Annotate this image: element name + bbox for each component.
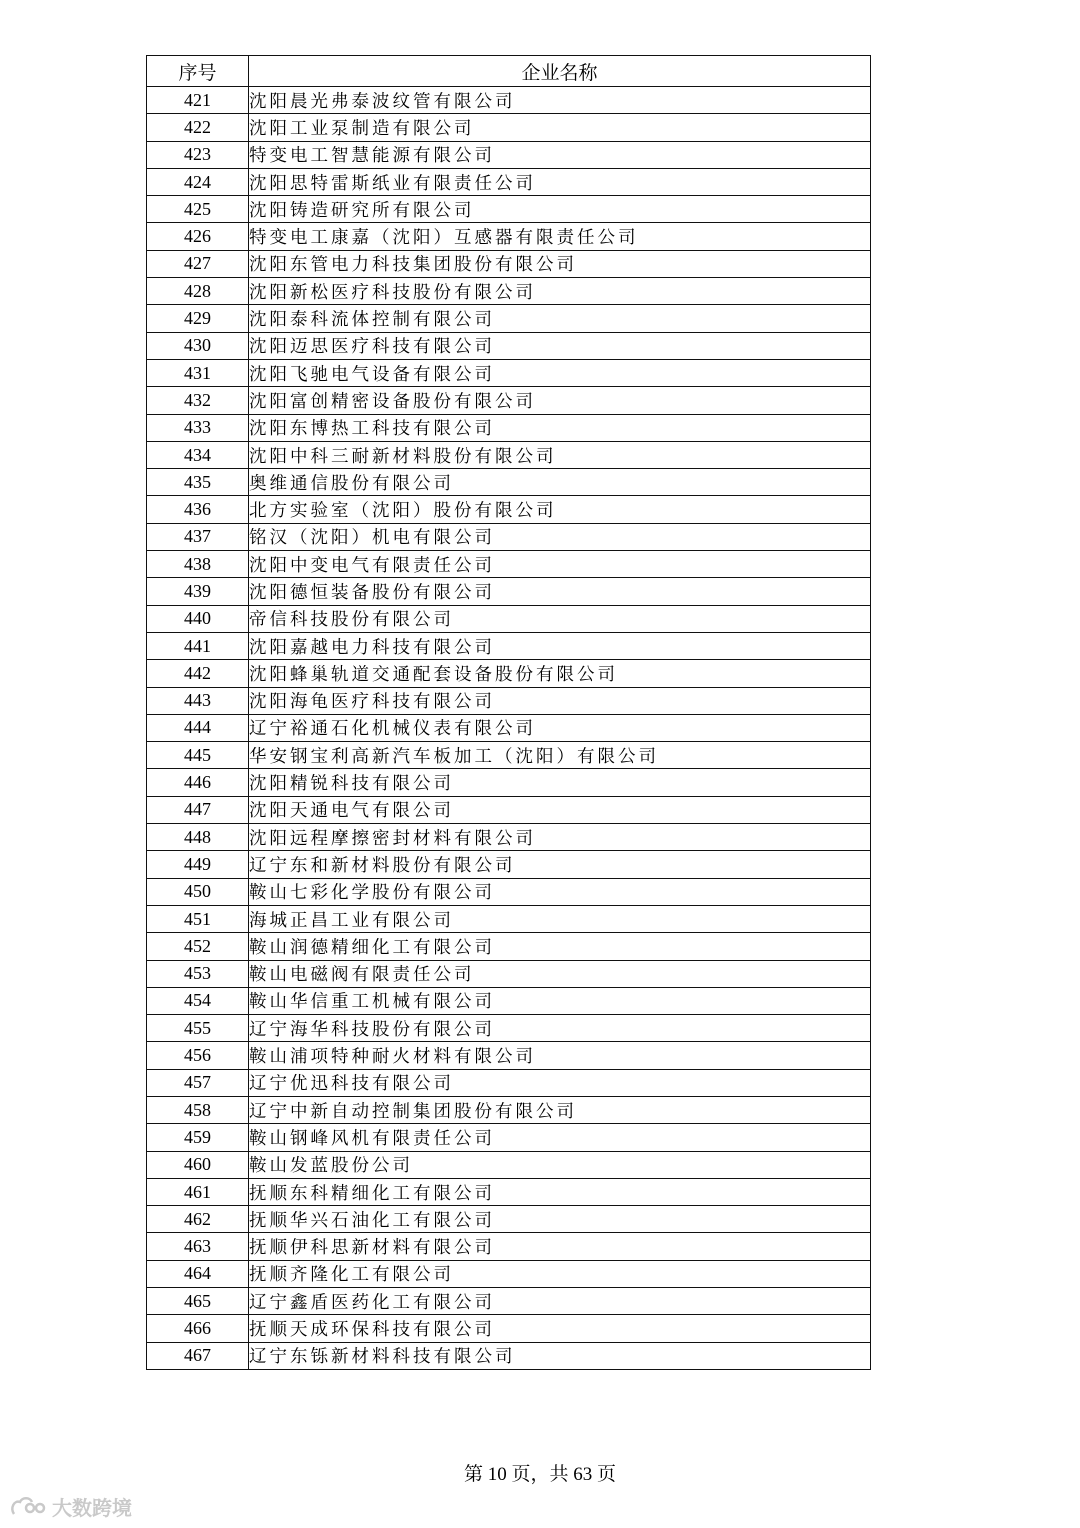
table-row <box>147 387 871 414</box>
table-row <box>147 469 871 496</box>
row-serial-number: 444 <box>147 714 249 741</box>
row-serial-number: 442 <box>147 660 249 687</box>
table-header-row <box>147 56 871 87</box>
table-row <box>147 551 871 578</box>
row-serial-number: 422 <box>147 114 249 141</box>
row-company-name: 海城正昌工业有限公司 <box>249 905 871 932</box>
table-row <box>147 141 871 168</box>
row-company-name: 鞍山钢峰风机有限责任公司 <box>249 1124 871 1151</box>
table-row <box>147 878 871 905</box>
table-row <box>147 960 871 987</box>
table-row <box>147 687 871 714</box>
row-serial-number: 451 <box>147 905 249 932</box>
row-company-name: 沈阳工业泵制造有限公司 <box>249 114 871 141</box>
table-row <box>147 114 871 141</box>
row-serial-number: 428 <box>147 278 249 305</box>
row-serial-number: 460 <box>147 1151 249 1178</box>
table-row <box>147 441 871 468</box>
row-company-name: 北方实验室（沈阳）股份有限公司 <box>249 496 871 523</box>
table-row <box>147 1042 871 1069</box>
table-row <box>147 332 871 359</box>
row-company-name: 沈阳精锐科技有限公司 <box>249 769 871 796</box>
row-serial-number: 458 <box>147 1096 249 1123</box>
row-company-name: 铭汉（沈阳）机电有限公司 <box>249 523 871 550</box>
table-row <box>147 359 871 386</box>
watermark-text: 大数跨境 <box>52 1496 132 1520</box>
row-serial-number: 438 <box>147 551 249 578</box>
table-body <box>147 87 871 1370</box>
table-row <box>147 1124 871 1151</box>
row-company-name: 抚顺东科精细化工有限公司 <box>249 1178 871 1205</box>
row-serial-number: 464 <box>147 1260 249 1287</box>
row-serial-number: 466 <box>147 1315 249 1342</box>
row-company-name: 沈阳迈思医疗科技有限公司 <box>249 332 871 359</box>
row-serial-number: 450 <box>147 878 249 905</box>
table-row <box>147 1288 871 1315</box>
watermark-logo-icon <box>8 1494 48 1520</box>
row-serial-number: 446 <box>147 769 249 796</box>
row-company-name: 辽宁优迅科技有限公司 <box>249 1069 871 1096</box>
row-company-name: 沈阳德恒装备股份有限公司 <box>249 578 871 605</box>
table-row <box>147 87 871 114</box>
row-company-name: 沈阳泰科流体控制有限公司 <box>249 305 871 332</box>
table-row <box>147 223 871 250</box>
table-row <box>147 796 871 823</box>
row-serial-number: 467 <box>147 1342 249 1369</box>
row-company-name: 特变电工康嘉（沈阳）互感器有限责任公司 <box>249 223 871 250</box>
row-serial-number: 459 <box>147 1124 249 1151</box>
row-company-name: 辽宁鑫盾医药化工有限公司 <box>249 1288 871 1315</box>
row-company-name: 奥维通信股份有限公司 <box>249 469 871 496</box>
row-company-name: 沈阳新松医疗科技股份有限公司 <box>249 278 871 305</box>
table-row <box>147 1015 871 1042</box>
row-company-name: 辽宁中新自动控制集团股份有限公司 <box>249 1096 871 1123</box>
header-serial-number: 序号 <box>147 56 249 87</box>
row-company-name: 沈阳飞驰电气设备有限公司 <box>249 359 871 386</box>
row-serial-number: 430 <box>147 332 249 359</box>
table-row <box>147 278 871 305</box>
table-row <box>147 824 871 851</box>
row-company-name: 沈阳中科三耐新材料股份有限公司 <box>249 441 871 468</box>
table-row <box>147 414 871 441</box>
row-serial-number: 461 <box>147 1178 249 1205</box>
row-company-name: 鞍山七彩化学股份有限公司 <box>249 878 871 905</box>
row-serial-number: 462 <box>147 1206 249 1233</box>
watermark <box>8 1492 132 1521</box>
row-company-name: 沈阳天通电气有限公司 <box>249 796 871 823</box>
row-serial-number: 436 <box>147 496 249 523</box>
row-serial-number: 452 <box>147 933 249 960</box>
header-company-name: 企业名称 <box>249 56 871 87</box>
row-serial-number: 453 <box>147 960 249 987</box>
table-row <box>147 769 871 796</box>
table-row <box>147 196 871 223</box>
row-serial-number: 441 <box>147 632 249 659</box>
table-row <box>147 933 871 960</box>
row-serial-number: 427 <box>147 250 249 277</box>
row-serial-number: 449 <box>147 851 249 878</box>
table-row <box>147 578 871 605</box>
row-company-name: 华安钢宝利高新汽车板加工（沈阳）有限公司 <box>249 742 871 769</box>
table-row <box>147 250 871 277</box>
row-company-name: 鞍山发蓝股份公司 <box>249 1151 871 1178</box>
table-row <box>147 305 871 332</box>
row-company-name: 抚顺伊科思新材料有限公司 <box>249 1233 871 1260</box>
table-row <box>147 1233 871 1260</box>
row-company-name: 沈阳铸造研究所有限公司 <box>249 196 871 223</box>
row-company-name: 沈阳东博热工科技有限公司 <box>249 414 871 441</box>
row-company-name: 抚顺天成环保科技有限公司 <box>249 1315 871 1342</box>
row-serial-number: 463 <box>147 1233 249 1260</box>
row-company-name: 沈阳嘉越电力科技有限公司 <box>249 632 871 659</box>
row-serial-number: 433 <box>147 414 249 441</box>
row-serial-number: 448 <box>147 824 249 851</box>
row-serial-number: 445 <box>147 742 249 769</box>
row-company-name: 沈阳晨光弗泰波纹管有限公司 <box>249 87 871 114</box>
row-company-name: 鞍山电磁阀有限责任公司 <box>249 960 871 987</box>
row-serial-number: 454 <box>147 987 249 1014</box>
table-row <box>147 905 871 932</box>
row-serial-number: 465 <box>147 1288 249 1315</box>
table-row <box>147 632 871 659</box>
row-serial-number: 432 <box>147 387 249 414</box>
table-row <box>147 1069 871 1096</box>
row-serial-number: 456 <box>147 1042 249 1069</box>
row-company-name: 鞍山润德精细化工有限公司 <box>249 933 871 960</box>
row-company-name: 沈阳海龟医疗科技有限公司 <box>249 687 871 714</box>
row-company-name: 辽宁东和新材料股份有限公司 <box>249 851 871 878</box>
row-serial-number: 440 <box>147 605 249 632</box>
company-table <box>146 55 871 1370</box>
row-company-name: 沈阳中变电气有限责任公司 <box>249 551 871 578</box>
row-company-name: 抚顺华兴石油化工有限公司 <box>249 1206 871 1233</box>
table-row <box>147 1178 871 1205</box>
row-serial-number: 431 <box>147 359 249 386</box>
row-serial-number: 434 <box>147 441 249 468</box>
row-company-name: 鞍山浦项特种耐火材料有限公司 <box>249 1042 871 1069</box>
row-company-name: 沈阳东管电力科技集团股份有限公司 <box>249 250 871 277</box>
table-row <box>147 851 871 878</box>
table-row <box>147 1315 871 1342</box>
row-serial-number: 426 <box>147 223 249 250</box>
row-serial-number: 437 <box>147 523 249 550</box>
table-row <box>147 660 871 687</box>
table-row <box>147 987 871 1014</box>
row-company-name: 鞍山华信重工机械有限公司 <box>249 987 871 1014</box>
row-serial-number: 421 <box>147 87 249 114</box>
table-row <box>147 1096 871 1123</box>
row-serial-number: 425 <box>147 196 249 223</box>
table-row <box>147 605 871 632</box>
row-company-name: 沈阳思特雷斯纸业有限责任公司 <box>249 168 871 195</box>
page-number-footer: 第 10 页，共 63 页 <box>463 1464 616 1485</box>
row-company-name: 沈阳远程摩擦密封材料有限公司 <box>249 824 871 851</box>
table-row <box>147 742 871 769</box>
table-row <box>147 1206 871 1233</box>
row-company-name: 辽宁海华科技股份有限公司 <box>249 1015 871 1042</box>
row-serial-number: 457 <box>147 1069 249 1096</box>
table-row <box>147 168 871 195</box>
row-company-name: 帝信科技股份有限公司 <box>249 605 871 632</box>
table-row <box>147 1260 871 1287</box>
row-company-name: 沈阳蜂巢轨道交通配套设备股份有限公司 <box>249 660 871 687</box>
row-serial-number: 429 <box>147 305 249 332</box>
row-company-name: 抚顺齐隆化工有限公司 <box>249 1260 871 1287</box>
row-serial-number: 455 <box>147 1015 249 1042</box>
row-serial-number: 424 <box>147 168 249 195</box>
row-serial-number: 447 <box>147 796 249 823</box>
row-company-name: 辽宁裕通石化机械仪表有限公司 <box>249 714 871 741</box>
row-serial-number: 423 <box>147 141 249 168</box>
row-serial-number: 435 <box>147 469 249 496</box>
table-row <box>147 1151 871 1178</box>
row-company-name: 特变电工智慧能源有限公司 <box>249 141 871 168</box>
row-company-name: 沈阳富创精密设备股份有限公司 <box>249 387 871 414</box>
row-serial-number: 443 <box>147 687 249 714</box>
row-company-name: 辽宁东铄新材料科技有限公司 <box>249 1342 871 1369</box>
table-row <box>147 1342 871 1369</box>
table-row <box>147 714 871 741</box>
row-serial-number: 439 <box>147 578 249 605</box>
table-row <box>147 496 871 523</box>
table-row <box>147 523 871 550</box>
